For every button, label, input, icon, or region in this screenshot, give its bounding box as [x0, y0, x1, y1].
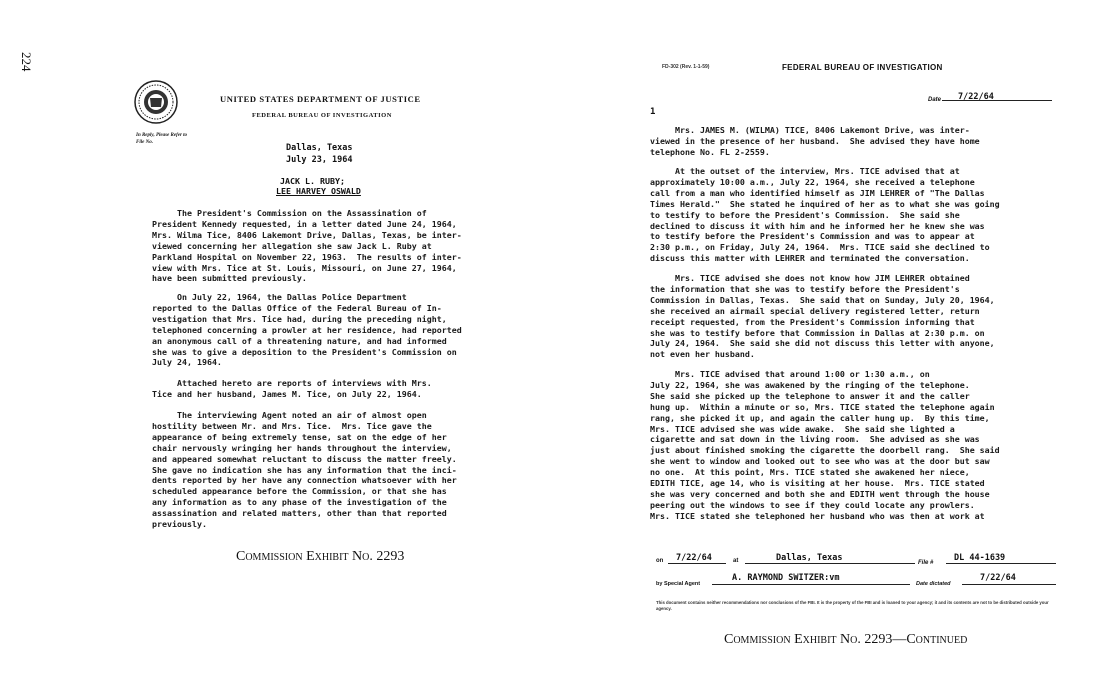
- footer-dictated-value: 7/22/64: [980, 573, 1016, 583]
- footer-at-line: [745, 563, 915, 564]
- doj-header: UNITED STATES DEPARTMENT OF JUSTICE: [220, 94, 421, 104]
- form-number: FD-302 (Rev. 1-1-59): [662, 64, 710, 70]
- date-label: Date: [928, 97, 942, 103]
- footer-at-label: at: [733, 558, 739, 564]
- date-value: 7/22/64: [958, 92, 994, 102]
- footer-agent-value: A. RAYMOND SWITZER:vm: [732, 573, 840, 583]
- fbi-subheader: FEDERAL BUREAU OF INVESTIGATION: [252, 112, 392, 119]
- left-paragraph-2: On July 22, 1964, the Dallas Police Department reported to the Dallas Office of the Federal Bureau of In- vestigation that Mrs. Tice had, during the preceding night, telephoned concerning a prowler at her residence, had reported an anonymous call of a threatening nature, and had informed she was to give a deposition to the President's Commission on July 24, 1964.: [152, 292, 462, 368]
- page-marker: 1: [650, 107, 656, 117]
- letter-place: Dallas, Texas: [286, 143, 353, 153]
- right-paragraph-4: Mrs. TICE advised that around 1:00 or 1:30 a.m., on July 22, 1964, she was awakened by the ringing of the telephone. She said she picked up the telephone to answer it and the caller hung up. Within a minute or so, Mrs. TICE stated the telephone again rang, she picked it up, and again the caller hung up. By this time, Mrs. TICE advised she was wide awake. She said she lighted a cigarette and sat down in the living room. She advised as she was just about finished smoking the cigarette the doorbell rang. She said she went to window and looked out to see who was at the door but saw no one. At this point, Mrs. TICE stated she awakened her niece, EDITH TICE, age 14, who is visiting at her house. Mrs. TICE stated she was very concerned and both she and EDITH went through the house peering out the windows to see if they could locate any prowlers. Mrs. TICE stated she telephoned her husband who was then at work at: [650, 369, 1000, 521]
- left-exhibit-caption: Commission Exhibit No. 2293: [236, 549, 405, 564]
- letter-date: July 23, 1964: [286, 155, 353, 165]
- doj-seal: [134, 80, 178, 124]
- reply-note-line1: In Reply, Please Refer to: [136, 133, 188, 138]
- footer-file-label: File #: [918, 560, 934, 566]
- left-paragraph-3: Attached hereto are reports of interviews with Mrs. Tice and her husband, James M. Tice, on July 22, 1964.: [152, 378, 432, 399]
- right-paragraph-2: At the outset of the interview, Mrs. TICE advised that at approximately 10:00 a.m., July 22, 1964, she received a telephone call from a man who identified himself as JIM LEHRER of "The Dallas Times Herald." She stated he inquired of her as to what she was going to testify to before the President's Commission. She said she declined to discuss it with him and he informed her he knew she was to testify before the President's Commission and was to appear at 2:30 p.m., on Friday, July 24, 1964. Mrs. TICE said she declined to discuss this matter with LEHRER and terminated the conversation.: [650, 166, 1000, 264]
- footer-dictated-line: [962, 584, 1056, 585]
- footer-on-label: on: [656, 558, 664, 564]
- subject-line-2: LEE HARVEY OSWALD: [276, 186, 361, 196]
- reply-note: [136, 132, 187, 146]
- footer-agent-label: by Special Agent: [656, 581, 701, 587]
- fbi-header: FEDERAL BUREAU OF INVESTIGATION: [782, 63, 943, 72]
- footer-file-value: DL 44-1639: [954, 553, 1006, 563]
- left-paragraph-1: The President's Commission on the Assassination of President Kennedy requested, in a letter dated June 24, 1964, Mrs. Wilma Tice, 8406 Lakemont Drive, Dallas, Texas, be inter- viewed concerning her allegation she saw Jack L. Ruby at Parkland Hospital on November 22, 1963. The results of inter- view with Mrs. Tice at St. Louis, Missouri, on June 27, 1964, have been submitted previously.: [152, 208, 462, 284]
- footer-file-line: [946, 563, 1056, 564]
- footer-dictated-label: Date dictated: [916, 581, 951, 587]
- left-paragraph-4: The interviewing Agent noted an air of almost open hostility between Mr. and Mrs. Tice. Mrs. Tice gave the appearance of being extremely tense, sat on the edge of her chair nervously wringing her hands throughout the interview, and appeared somewhat reluctant to discuss the matter freely. She gave no indication she has any information that the inci- dents reported by her have any connection whatsoever with her scheduled appearance before the Commission, or that she has any information as to any phase of the investigation of the assassination and related matters, other than that reported previously.: [152, 410, 457, 530]
- footer-disclaimer: This document contains neither recommendations nor conclusions of the FBI. It is the property of the FBI and is loaned to your agency; it and its contents are not to be distributed outside your agency.: [656, 600, 1049, 611]
- subject-line-1: JACK L. RUBY;: [280, 176, 345, 186]
- reply-note-line2: File No.: [136, 140, 153, 145]
- footer-at-value: Dallas, Texas: [776, 553, 843, 563]
- right-exhibit-caption: Commission Exhibit No. 2293—Continued: [724, 632, 968, 647]
- right-paragraph-3: Mrs. TICE advised she does not know how JIM LEHRER obtained the information that she was to testify before the President's Commission in Dallas, Texas. She said that on Sunday, July 20, 1964, she received an airmail special delivery registered letter, return receipt requested, from the President's Commission informing that she was to testify before that Commission in Dallas at 2:30 p.m. on July 24, 1964. She said she did not discuss this letter with anyone, not even her husband.: [650, 273, 995, 360]
- right-paragraph-1: Mrs. JAMES M. (WILMA) TICE, 8406 Lakemont Drive, was inter- viewed in the presence of her husband. She advised they have home telephone No. FL 2-2559.: [650, 125, 980, 157]
- page-number: 224: [19, 52, 34, 72]
- footer-on-value: 7/22/64: [676, 553, 712, 563]
- footer-agent-line: [712, 584, 910, 585]
- footer-on-line: [668, 563, 726, 564]
